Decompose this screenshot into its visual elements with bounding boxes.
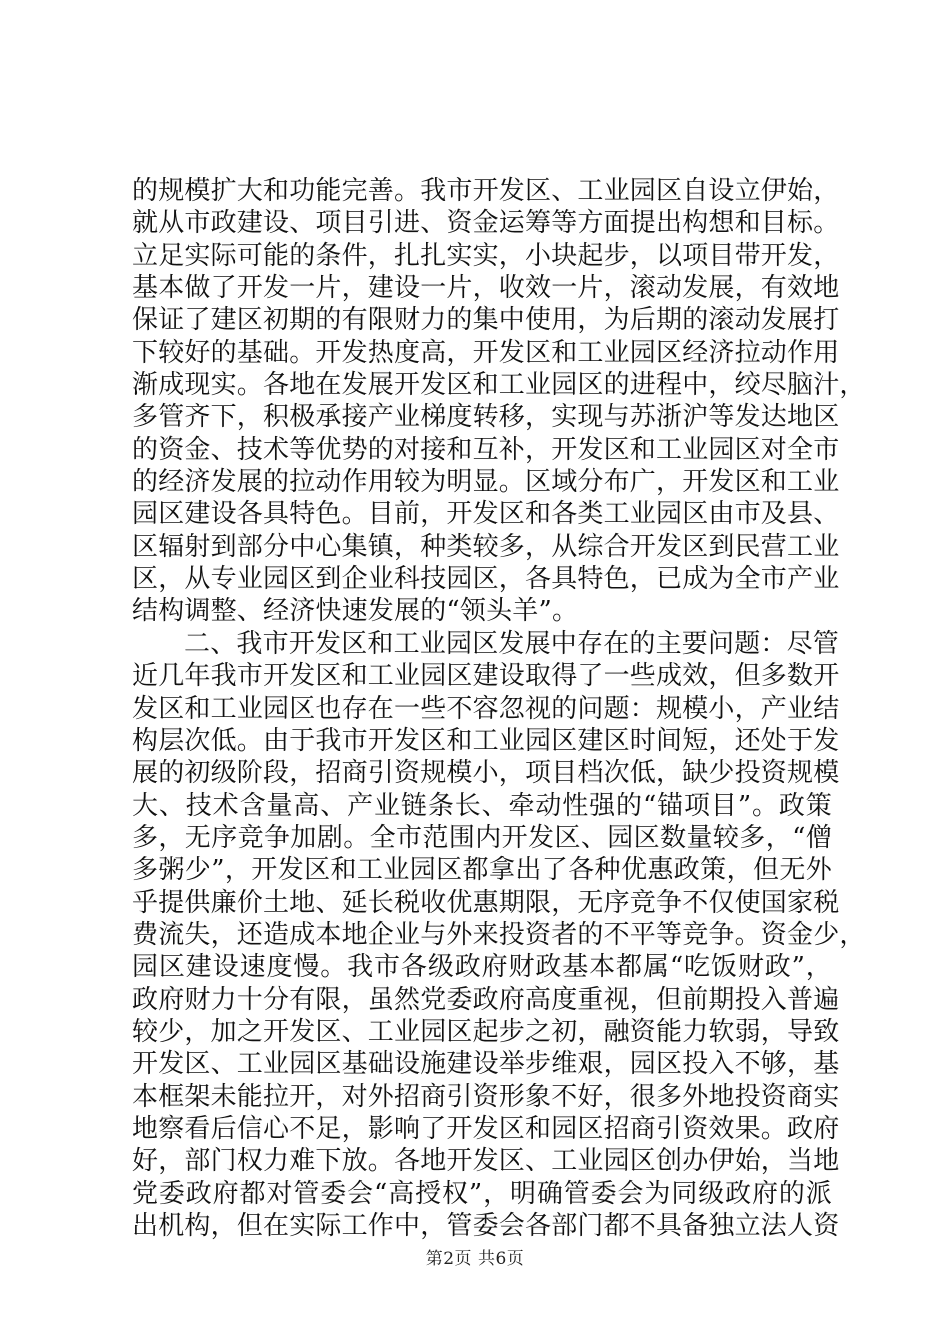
section-heading-line: 二、我市开发区和工业园区发展中存在的主要问题：尽管 xyxy=(184,628,840,659)
text-line: 发区和工业园区也存在一些不容忽视的问题：规模小，产业结 xyxy=(132,693,840,724)
text-line: 地察看后信心不足，影响了开发区和园区招商引资效果。政府 xyxy=(132,1113,840,1144)
text-line: 的资金、技术等优势的对接和互补，开发区和工业园区对全市 xyxy=(132,434,840,465)
text-line: 就从市政建设、项目引进、资金运筹等方面提出构想和目标。 xyxy=(132,208,840,239)
text-line: 出机构，但在实际工作中，管委会各部门都不具备独立法人资 xyxy=(132,1211,840,1241)
text-line: 政府财力十分有限，虽然党委政府高度重视，但前期投入普遍 xyxy=(132,984,840,1015)
text-line: 大、技术含量高、产业链条长、牵动性强的“锚项目”。政策 xyxy=(132,790,832,821)
text-line: 乎提供廉价土地、延长税收优惠期限，无序竞争不仅使国家税 xyxy=(132,887,840,918)
text-line: 渐成现实。各地在发展开发区和工业园区的进程中，绞尽脑汁， xyxy=(132,370,866,401)
text-line: 费流失，还造成本地企业与外来投资者的不平等竞争。资金少， xyxy=(132,919,866,950)
text-line: 区，从专业园区到企业科技园区，各具特色，已成为全市产业 xyxy=(132,564,840,595)
text-line: 的经济发展的拉动作用较为明显。区域分布广，开发区和工业 xyxy=(132,467,840,498)
page-number-footer: 第2页 共6页 xyxy=(425,1249,525,1269)
text-line: 下较好的基础。开发热度高，开发区和工业园区经济拉动作用 xyxy=(132,337,840,368)
document-body xyxy=(132,175,866,1242)
text-line: 近几年我市开发区和工业园区建设取得了一些成效，但多数开 xyxy=(132,661,840,692)
text-line: 园区建设各具特色。目前，开发区和各类工业园区由市及县、 xyxy=(132,499,840,530)
text-line: 园区建设速度慢。我市各级政府财政基本都属“吃饭财政”， xyxy=(132,952,832,983)
text-line: 多，无序竞争加剧。全市范围内开发区、园区数量较多，“僧 xyxy=(132,822,832,853)
text-line: 立足实际可能的条件，扎扎实实，小块起步，以项目带开发， xyxy=(132,240,840,271)
text-line: 保证了建区初期的有限财力的集中使用，为后期的滚动发展打 xyxy=(132,305,840,336)
text-line: 构层次低。由于我市开发区和工业园区建区时间短，还处于发 xyxy=(132,725,840,756)
text-line: 开发区、工业园区基础设施建设举步维艰，园区投入不够，基 xyxy=(132,1049,840,1080)
text-line: 结构调整、经济快速发展的“领头羊”。 xyxy=(132,596,579,627)
text-line: 好，部门权力难下放。各地开发区、工业园区创办伊始，当地 xyxy=(132,1146,840,1177)
text-line: 展的初级阶段，招商引资规模小，项目档次低，缺少投资规模 xyxy=(132,758,840,789)
text-line: 多粥少”，开发区和工业园区都拿出了各种优惠政策，但无外 xyxy=(132,855,832,886)
text-line: 区辐射到部分中心集镇，种类较多，从综合开发区到民营工业 xyxy=(132,531,840,562)
text-line: 较少，加之开发区、工业园区起步之初，融资能力软弱，导致 xyxy=(132,1016,840,1047)
text-line: 基本做了开发一片，建设一片，收效一片，滚动发展，有效地 xyxy=(132,273,840,304)
text-line: 的规模扩大和功能完善。我市开发区、工业园区自设立伊始， xyxy=(132,176,840,206)
text-line: 本框架未能拉开，对外招商引资形象不好，很多外地投资商实 xyxy=(132,1081,840,1112)
text-line: 多管齐下，积极承接产业梯度转移，实现与苏浙沪等发达地区 xyxy=(132,402,840,433)
text-line: 党委政府都对管委会“高授权”，明确管委会为同级政府的派 xyxy=(132,1178,832,1209)
